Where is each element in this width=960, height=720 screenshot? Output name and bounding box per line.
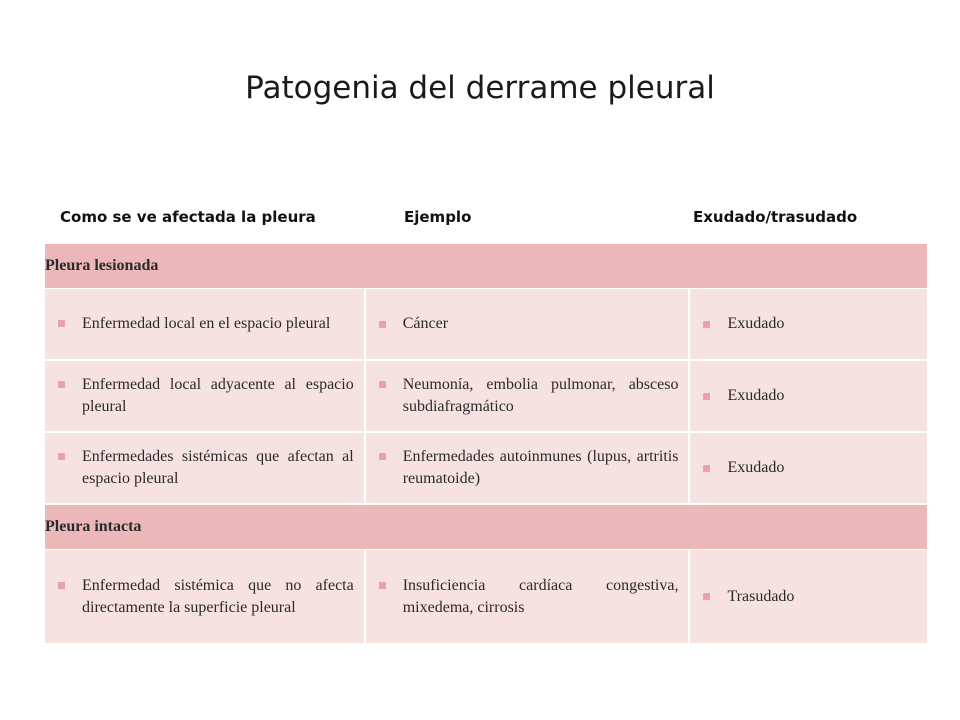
bullet-icon bbox=[58, 381, 65, 388]
section-header-row bbox=[45, 505, 927, 550]
type-cell: Trasudado bbox=[727, 587, 795, 605]
cause-cell: Enfermedad local adyacente al espacio pleural bbox=[82, 376, 354, 415]
column-header-ejemplo: Ejemplo bbox=[404, 208, 472, 226]
example-cell: Enfermedades autoinmunes (lupus, artritis reumatoide) bbox=[402, 448, 679, 487]
bullet-icon bbox=[58, 320, 65, 327]
type-cell: Exudado bbox=[727, 459, 785, 476]
section-header-pleura-lesionada: Pleura lesionada bbox=[45, 244, 927, 289]
bullet-icon bbox=[379, 582, 386, 589]
table-row bbox=[45, 433, 927, 505]
example-cell: Neumonía, embolia pulmonar, absceso subdiafragmático bbox=[402, 376, 679, 415]
bullet-icon bbox=[703, 465, 710, 472]
bullet-icon bbox=[379, 381, 386, 388]
type-cell: Exudado bbox=[727, 315, 785, 332]
column-header-exudado-trasudado: Exudado/trasudado bbox=[693, 208, 858, 226]
cause-cell: Enfermedad local en el espacio pleural bbox=[82, 315, 331, 332]
bullet-icon bbox=[58, 453, 65, 460]
bullet-icon bbox=[703, 593, 710, 600]
pathogenesis-table bbox=[45, 244, 927, 645]
bullet-icon bbox=[703, 393, 710, 400]
section-header-row bbox=[45, 244, 927, 289]
example-cell: Insuficiencia cardíaca congestiva, mixedema, cirrosis bbox=[402, 576, 679, 616]
table-row bbox=[45, 289, 927, 361]
example-cell: Cáncer bbox=[402, 315, 449, 332]
cause-cell: Enfermedad sistémica que no afecta directamente la superficie pleural bbox=[82, 576, 354, 616]
bullet-icon bbox=[379, 321, 386, 328]
section-header-pleura-intacta: Pleura intacta bbox=[45, 505, 927, 550]
table-row bbox=[45, 361, 927, 433]
slide-title: Patogenia del derrame pleural bbox=[245, 70, 715, 106]
column-header-pleura: Como se ve afectada la pleura bbox=[60, 208, 316, 226]
bullet-icon bbox=[703, 321, 710, 328]
bullet-icon bbox=[379, 453, 386, 460]
cause-cell: Enfermedades sistémicas que afectan al espacio pleural bbox=[82, 448, 354, 487]
bullet-icon bbox=[58, 582, 65, 589]
type-cell: Exudado bbox=[727, 387, 785, 404]
table-row bbox=[45, 550, 927, 645]
